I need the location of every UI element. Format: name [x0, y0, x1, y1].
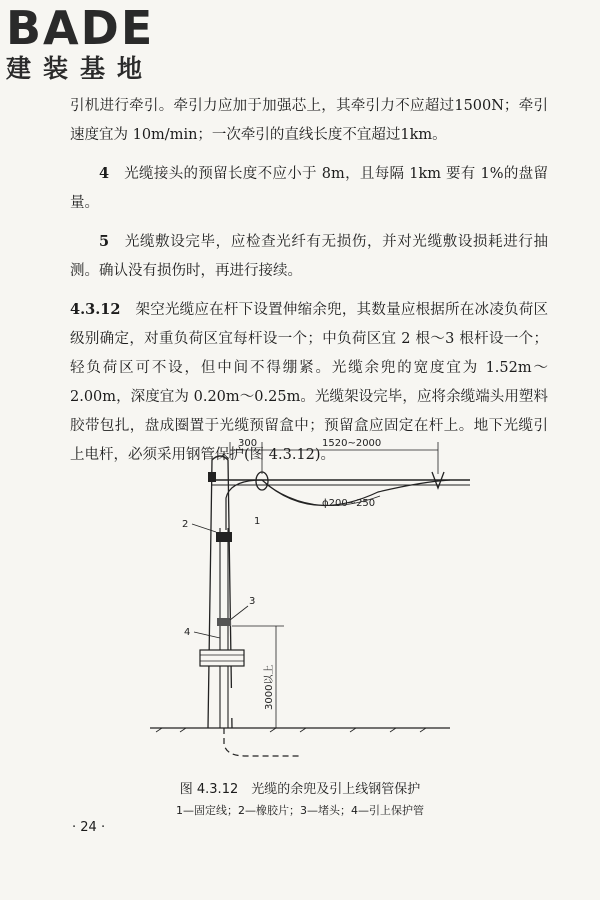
- label-1: 1: [254, 516, 261, 527]
- leader-3: [230, 606, 248, 620]
- brand-logo: [6, 1, 155, 84]
- dim-span-label: 1520~2000: [322, 438, 382, 449]
- leader-2: [192, 524, 216, 532]
- rubber-pad: [216, 532, 232, 542]
- underground-cable: [224, 728, 300, 756]
- body-text: [70, 92, 548, 479]
- clause-number: 4.3.12: [70, 301, 121, 318]
- logo-subtitle: 建装基地: [6, 54, 155, 83]
- logo-wordmark: BADE: [6, 1, 155, 55]
- paragraph-item-5: [70, 227, 548, 286]
- figure-caption: 图 4.3.12 光缆的余兜及引上线钢管保护: [179, 782, 421, 797]
- figure-legend: 1—固定线；2—橡胶片；3—堵头；4—引上保护管: [176, 804, 424, 817]
- dim-height-label: 3000以上: [264, 664, 275, 710]
- pipe-plug: [217, 618, 231, 626]
- clause-text: 架空光缆应在杆下设置伸缩余兜，其数量应根据所在冰凌负荷区级别确定，对重负荷区宜每杆设一个；中负荷区宜 2 根～3 根杆设一个；轻负荷区可不设，但中间不得绷紧。光缆余兜的宽度宜为 1.52m～2.00m，深度宜为 0.20m～0.25m。光缆架设完毕，应将余缆端头用塑料胶带包扎，盘成圈置于光缆预留盒中；预留盒应固定在杆上。地下光缆引上电杆，必须采用钢管保护(图 4.3.12)。: [70, 302, 549, 463]
- cable-slack-diagram: [150, 428, 490, 768]
- dim-diameter-label: ϕ200~250: [322, 498, 376, 509]
- item-number: 4: [99, 165, 110, 182]
- label-4: 4: [184, 627, 191, 638]
- paragraph-continued: 引机进行牵引。牵引力应加于加强芯上，其牵引力不应超过1500N；牵引速度宜为 10m/min；一次牵引的直线长度不宜超过1km。: [70, 98, 548, 143]
- paragraph-item-4: [70, 159, 548, 218]
- item-text: 光缆敷设完毕，应检查光纤有无损伤，并对光缆敷设损耗进行抽测。确认没有损伤时，再进行接续。: [70, 234, 549, 279]
- dim-300-label: 300: [238, 438, 258, 449]
- item-number: 5: [99, 233, 110, 250]
- item-text: 光缆接头的预留长度不应小于 8m，且每隔 1km 要有 1%的盘留量。: [70, 166, 548, 211]
- figure-4-3-12: [150, 428, 490, 768]
- hanger-left: [256, 472, 268, 490]
- page-number: · 24 ·: [72, 820, 106, 835]
- leader-4: [194, 632, 220, 638]
- label-3: 3: [249, 596, 256, 607]
- pipe-clamp-band: [200, 650, 244, 666]
- ground-pipe-box: [210, 688, 234, 718]
- clamp-block: [208, 472, 216, 482]
- label-2: 2: [182, 519, 189, 530]
